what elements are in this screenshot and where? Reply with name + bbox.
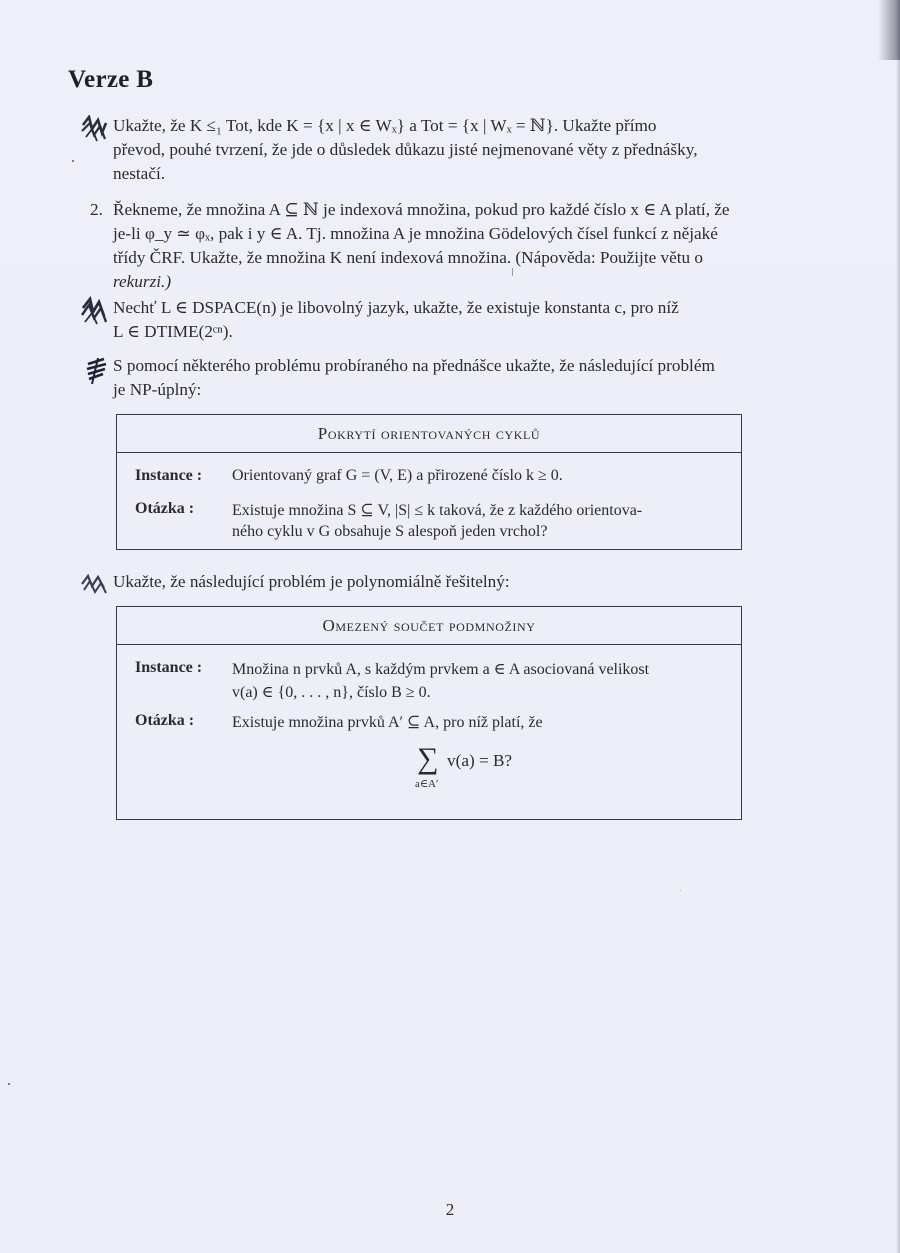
exercise-2-line-4: rekurzi.) xyxy=(113,272,172,291)
sum-subscript: a∈A′ xyxy=(415,778,439,790)
problem-box-subset-sum-title: Omezený součet podmnožiny xyxy=(117,607,741,645)
exercise-1-line-1: Ukažte, že K ≤₁ Tot, kde K = {x | x ∈ Wₓ} a Tot = {x | Wₓ = ℕ}. Ukažte přímo xyxy=(113,116,657,135)
exercise-2-line-1: Řekneme, že množina A ⊆ ℕ je indexová množina, pokud pro každé číslo x ∈ A platí, že xyxy=(113,200,730,219)
sum-expression: v(a) = B? xyxy=(447,751,513,770)
instance-text: Orientovaný graf G = (V, E) a přirozené číslo k ≥ 0. xyxy=(232,467,563,484)
exercise-2 xyxy=(113,198,788,294)
page-title: Verze B xyxy=(68,66,154,93)
question-label: Otázka : xyxy=(135,500,195,517)
exercise-4-line-2: je NP-úplný: xyxy=(113,380,202,399)
instance-label-2: Instance : xyxy=(135,659,203,676)
question-label-2: Otázka : xyxy=(135,712,195,729)
exercise-1-line-3: nestačí. xyxy=(113,164,166,183)
scribble-mark-5 xyxy=(80,570,108,596)
exercise-3-line-2: L ∈ DTIME(2ᶜⁿ). xyxy=(113,322,233,341)
instance-text-2-line-2: v(a) ∈ {0, . . . , n}, číslo B ≥ 0. xyxy=(232,684,431,701)
exercise-1 xyxy=(113,114,788,186)
scan-speck xyxy=(680,890,681,891)
scribble-mark-4 xyxy=(84,356,110,386)
scan-edge xyxy=(896,0,900,1253)
exercise-2-line-2: je-li φ_y ≃ φₓ, pak i y ∈ A. Tj. množina A je množina Gödelových čísel funkcí z nějaké xyxy=(113,224,718,243)
exercise-5 xyxy=(113,570,788,594)
scan-speck xyxy=(512,268,513,276)
problem-box-cycle-cover xyxy=(116,414,742,550)
question-text-line-1: Existuje množina S ⊆ V, |S| ≤ k taková, že z každého orientova- xyxy=(232,502,643,519)
sum-symbol: ∑ xyxy=(417,742,439,775)
exercise-4 xyxy=(113,354,788,402)
exercise-5-line-1: Ukažte, že následující problém je polynomiálně řešitelný: xyxy=(113,572,510,591)
page-number: 2 xyxy=(445,1200,455,1219)
exercise-3 xyxy=(113,296,788,344)
exercise-2-number: 2. xyxy=(90,200,103,219)
scribble-mark-3 xyxy=(80,296,108,326)
instance-text-2-line-1: Množina n prvků A, s každým prvkem a ∈ A asociovaná velikost xyxy=(232,661,650,678)
instance-label: Instance : xyxy=(135,467,203,484)
exercise-3-line-1: Nechť L ∈ DSPACE(n) je libovolný jazyk, ukažte, že existuje konstanta c, pro níž xyxy=(113,298,679,317)
scribble-mark-1 xyxy=(80,115,108,145)
exercise-1-line-2: převod, pouhé tvrzení, že jde o důsledek důkazu jisté nejmenované věty z přednášky, xyxy=(113,140,698,159)
problem-box-subset-sum xyxy=(116,606,742,820)
question-text-2: Existuje množina prvků A′ ⊆ A, pro níž platí, že xyxy=(232,714,543,731)
exercise-2-line-3: třídy ČRF. Ukažte, že množina K není indexová množina. (Nápověda: Použijte větu o xyxy=(113,248,704,267)
question-text-line-2: ného cyklu v G obsahuje S alespoň jeden vrchol? xyxy=(232,523,548,540)
problem-box-cycle-cover-title: Pokrytí orientovaných cyklů xyxy=(117,415,741,453)
exercise-4-line-1: S pomocí některého problému probíraného na přednášce ukažte, že následující problém xyxy=(113,356,715,375)
sum-formula xyxy=(407,743,547,799)
scan-speck xyxy=(72,160,74,162)
scan-speck xyxy=(8,1083,10,1085)
